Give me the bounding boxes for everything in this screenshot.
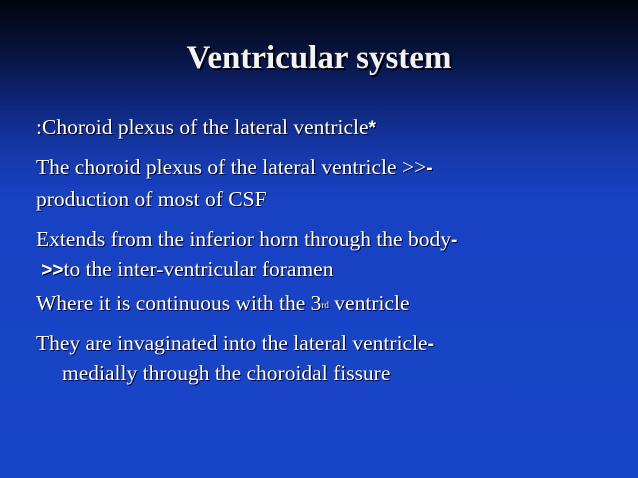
text-line-1 <box>36 114 376 142</box>
arrow-marker: >> <box>36 260 64 281</box>
ordinal-superscript: rd <box>321 300 329 310</box>
line-text: Where it is continuous with the 3 <box>36 291 322 315</box>
line-text: production of most of CSF <box>36 187 267 211</box>
line-text: The choroid plexus of the lateral ventricle >> <box>36 155 427 179</box>
line-text: Extends from the inferior horn through the body <box>36 227 451 251</box>
line-text: :Choroid plexus of the lateral ventricle <box>36 115 369 139</box>
slide-title: Ventricular system <box>186 40 452 76</box>
text-line-3 <box>36 186 267 213</box>
text-line-4 <box>36 226 457 254</box>
dash-marker: - <box>450 230 458 251</box>
line-text: to the inter-ventricular foramen <box>63 257 334 281</box>
dash-marker: - <box>427 334 434 355</box>
line-text: They are invaginated into the lateral ventricle <box>36 331 428 355</box>
text-line-6 <box>36 290 410 317</box>
dash-marker: - <box>426 158 433 179</box>
text-line-7 <box>36 330 434 358</box>
text-line-5 <box>36 256 333 284</box>
line-text: medially through the choroidal fissure <box>62 361 391 385</box>
text-line-2 <box>36 154 433 182</box>
text-line-8 <box>62 360 390 387</box>
asterisk-marker: * <box>368 118 376 139</box>
line-text-end: ventricle <box>328 291 410 315</box>
